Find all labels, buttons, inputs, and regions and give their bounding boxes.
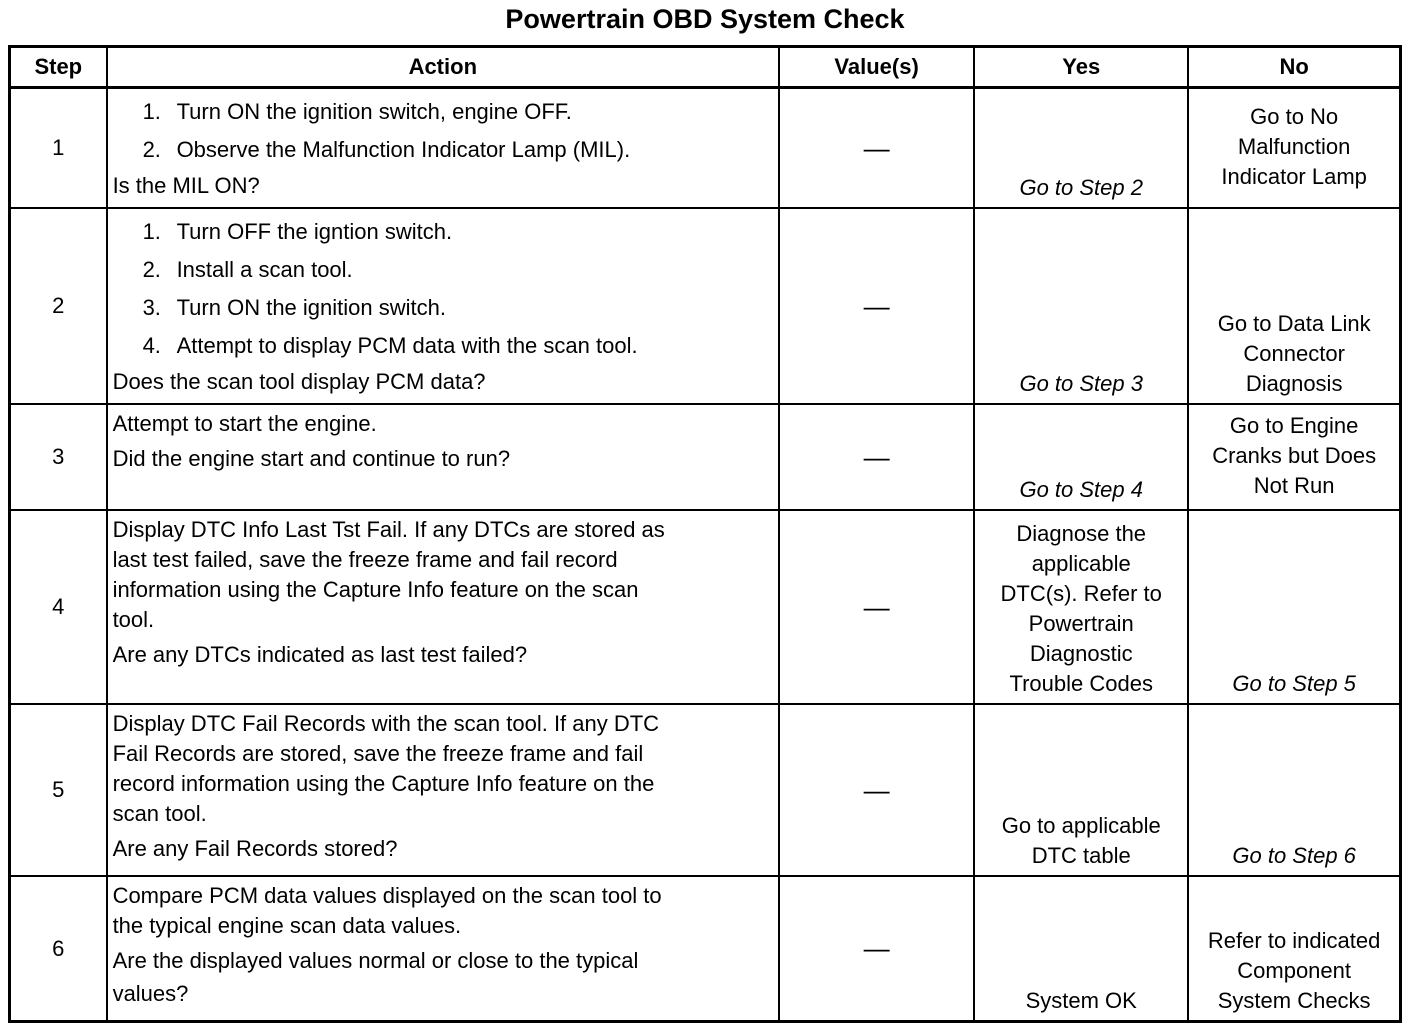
table-row-step-4: [10, 510, 1401, 704]
action-text: the typical engine scan data values.: [112, 913, 462, 938]
table-row-step-5: [10, 704, 1401, 876]
yes-cell: Go to Step 2: [974, 88, 1188, 209]
action-text: information using the Capture Info feature on the scan: [112, 577, 639, 602]
value-cell: —: [779, 88, 974, 209]
yes-cell: Go to applicable DTC table: [974, 704, 1188, 876]
value-cell: —: [779, 704, 974, 876]
value-cell: —: [779, 404, 974, 510]
action-text: Display DTC Fail Records with the scan tool. If any DTC: [112, 711, 660, 736]
yes-cell: Go to Step 3: [974, 208, 1188, 404]
step-number: 2: [10, 208, 107, 404]
action-cell: [107, 876, 779, 1022]
no-cell: Refer to indicated Component System Checks: [1188, 876, 1400, 1022]
step-number: 1: [10, 88, 107, 209]
page-title: Powertrain OBD System Check: [505, 4, 905, 34]
step-number: 6: [10, 876, 107, 1022]
yes-cell: Go to Step 4: [974, 404, 1188, 510]
sub-step: 4. Attempt to display PCM data with the scan tool.: [142, 333, 638, 358]
question: Are any Fail Records stored?: [112, 836, 398, 861]
action-cell: [107, 704, 779, 876]
action-text: tool.: [112, 607, 155, 632]
yes-cell: System OK: [974, 876, 1188, 1022]
header-row: [10, 47, 1401, 88]
no-cell: Go to Data Link Connector Diagnosis: [1188, 208, 1400, 404]
table-row-step-3: [10, 404, 1401, 510]
action-text: record information using the Capture Info feature on the: [112, 771, 655, 796]
question: Did the engine start and continue to run?: [112, 446, 511, 471]
step-number: 3: [10, 404, 107, 510]
header-no: No: [1188, 47, 1400, 88]
table-row-step-1: [10, 88, 1401, 209]
table-row-step-6: [10, 876, 1401, 1022]
action-text: Attempt to start the engine.: [112, 411, 377, 436]
action-cell: [107, 510, 779, 704]
question: Is the MIL ON?: [112, 173, 260, 198]
no-cell: Go to Step 6: [1188, 704, 1400, 876]
obd-check-table: [8, 45, 1402, 1023]
header-yes: Yes: [974, 47, 1188, 88]
step-number: 5: [10, 704, 107, 876]
sub-step: 3. Turn ON the ignition switch.: [142, 295, 446, 320]
value-cell: —: [779, 876, 974, 1022]
no-cell: Go to Engine Cranks but Does Not Run: [1188, 404, 1400, 510]
value-cell: —: [779, 208, 974, 404]
no-cell: Go to Step 5: [1188, 510, 1400, 704]
action-text: Compare PCM data values displayed on the scan tool to: [112, 883, 662, 908]
action-cell: [107, 404, 779, 510]
sub-step: 1. Turn ON the ignition switch, engine OFF.: [142, 99, 572, 124]
action-text: Fail Records are stored, save the freeze frame and fail: [112, 741, 644, 766]
header-values: Value(s): [779, 47, 974, 88]
question: Does the scan tool display PCM data?: [112, 369, 486, 394]
value-cell: —: [779, 510, 974, 704]
step-number: 4: [10, 510, 107, 704]
header-step: Step: [10, 47, 107, 88]
no-cell: Go to No Malfunction Indicator Lamp: [1188, 88, 1400, 209]
action-cell: [107, 88, 779, 209]
question: Are the displayed values normal or close to the typical values?: [112, 948, 639, 1006]
action-text: Display DTC Info Last Tst Fail. If any DTCs are stored as: [112, 517, 665, 542]
action-text: last test failed, save the freeze frame and fail record: [112, 547, 618, 572]
yes-cell: Diagnose the applicable DTC(s). Refer to Powertrain Diagnostic Trouble Codes: [974, 510, 1188, 704]
header-action: Action: [107, 47, 779, 88]
action-text: scan tool.: [112, 801, 207, 826]
table-row-step-2: [10, 208, 1401, 404]
action-cell: [107, 208, 779, 404]
sub-step: 1. Turn OFF the igntion switch.: [142, 219, 453, 244]
question: Are any DTCs indicated as last test failed?: [112, 642, 528, 667]
sub-step: 2. Install a scan tool.: [142, 257, 353, 282]
sub-step: 2. Observe the Malfunction Indicator Lamp (MIL).: [142, 137, 631, 162]
